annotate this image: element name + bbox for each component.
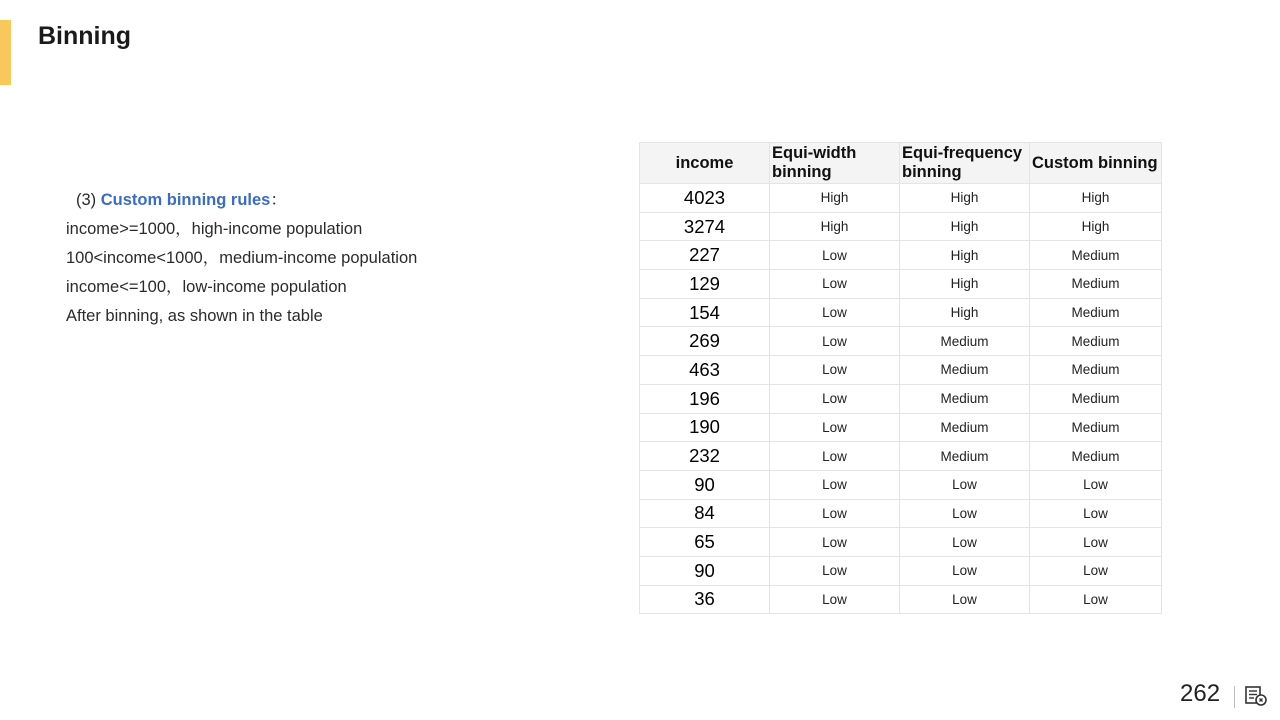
bin-cell: Low	[770, 470, 900, 499]
rules-heading: Custom binning rules	[100, 191, 271, 209]
notes-icon[interactable]	[1244, 684, 1268, 713]
bin-cell: Medium	[1030, 241, 1162, 270]
bin-cell: Low	[1030, 528, 1162, 557]
header-income: income	[640, 143, 770, 184]
bin-cell: Low	[900, 470, 1030, 499]
income-cell: 463	[640, 356, 770, 385]
page-number: 262	[1180, 680, 1221, 707]
rules-heading-line	[66, 186, 417, 215]
bin-cell: Low	[770, 442, 900, 471]
binning-table	[639, 142, 1162, 614]
bin-cell: Medium	[900, 327, 1030, 356]
bin-cell: High	[1030, 184, 1162, 213]
table-row	[640, 327, 1162, 356]
rules-heading-prefix: (3)	[76, 191, 97, 209]
bin-cell: Low	[900, 528, 1030, 557]
bin-cell: Low	[770, 327, 900, 356]
bin-cell: Low	[770, 413, 900, 442]
bin-cell: Low	[900, 585, 1030, 614]
bin-cell: High	[900, 298, 1030, 327]
bin-cell: High	[900, 241, 1030, 270]
bin-cell: Low	[900, 556, 1030, 585]
table-row	[640, 556, 1162, 585]
income-cell: 90	[640, 556, 770, 585]
table-row	[640, 442, 1162, 471]
income-cell: 232	[640, 442, 770, 471]
bin-cell: Low	[770, 556, 900, 585]
bin-cell: Low	[1030, 499, 1162, 528]
bin-cell: Medium	[1030, 442, 1162, 471]
income-cell: 4023	[640, 184, 770, 213]
income-cell: 36	[640, 585, 770, 614]
bin-cell: Medium	[900, 413, 1030, 442]
bin-cell: Medium	[900, 442, 1030, 471]
bin-cell: High	[1030, 212, 1162, 241]
bin-cell: Low	[770, 499, 900, 528]
rules-text-block	[66, 186, 417, 331]
table-row	[640, 384, 1162, 413]
income-cell: 269	[640, 327, 770, 356]
bin-cell: Low	[770, 241, 900, 270]
header-equi-frequency: Equi-frequency binning	[900, 143, 1030, 184]
bin-cell: Medium	[900, 384, 1030, 413]
bin-cell: Medium	[1030, 356, 1162, 385]
bin-cell: Medium	[1030, 384, 1162, 413]
income-cell: 90	[640, 470, 770, 499]
header-custom-binning: Custom binning	[1030, 143, 1162, 184]
bin-cell: Medium	[1030, 327, 1162, 356]
bin-cell: Low	[770, 356, 900, 385]
table-row	[640, 585, 1162, 614]
bin-cell: High	[770, 184, 900, 213]
bin-cell: High	[770, 212, 900, 241]
income-cell: 196	[640, 384, 770, 413]
bin-cell: High	[900, 270, 1030, 299]
income-cell: 3274	[640, 212, 770, 241]
bin-cell: Low	[900, 499, 1030, 528]
income-cell: 129	[640, 270, 770, 299]
bin-cell: Low	[1030, 556, 1162, 585]
bin-cell: Medium	[1030, 413, 1162, 442]
rule-line: income>=1000，high-income population	[66, 220, 363, 238]
rules-heading-colon: ：	[270, 191, 287, 209]
bin-cell: Low	[1030, 470, 1162, 499]
rule-line: income<=100，low-income population	[66, 278, 347, 296]
table-row	[640, 184, 1162, 213]
income-cell: 84	[640, 499, 770, 528]
bin-cell: Low	[770, 585, 900, 614]
title-accent-bar	[0, 20, 11, 85]
bin-cell: Medium	[1030, 298, 1162, 327]
income-cell: 154	[640, 298, 770, 327]
table-header-row	[640, 143, 1162, 184]
table-row	[640, 212, 1162, 241]
table-row	[640, 470, 1162, 499]
table-row	[640, 499, 1162, 528]
table-row	[640, 270, 1162, 299]
bin-cell: Low	[770, 270, 900, 299]
table-row	[640, 413, 1162, 442]
table-row	[640, 528, 1162, 557]
rule-line: After binning, as shown in the table	[66, 307, 323, 325]
income-cell: 227	[640, 241, 770, 270]
page-title: Binning	[38, 22, 132, 50]
bin-cell: High	[900, 184, 1030, 213]
bin-cell: High	[900, 212, 1030, 241]
table-row	[640, 298, 1162, 327]
bin-cell: Low	[1030, 585, 1162, 614]
table-body	[640, 184, 1162, 614]
income-cell: 190	[640, 413, 770, 442]
table-row	[640, 241, 1162, 270]
footer-divider	[1234, 686, 1235, 708]
header-equi-width: Equi-width binning	[770, 143, 900, 184]
bin-cell: Medium	[900, 356, 1030, 385]
bin-cell: Medium	[1030, 270, 1162, 299]
rule-line: 100<income<1000，medium-income population	[66, 249, 418, 267]
bin-cell: Low	[770, 384, 900, 413]
bin-cell: Low	[770, 528, 900, 557]
table-row	[640, 356, 1162, 385]
bin-cell: Low	[770, 298, 900, 327]
income-cell: 65	[640, 528, 770, 557]
